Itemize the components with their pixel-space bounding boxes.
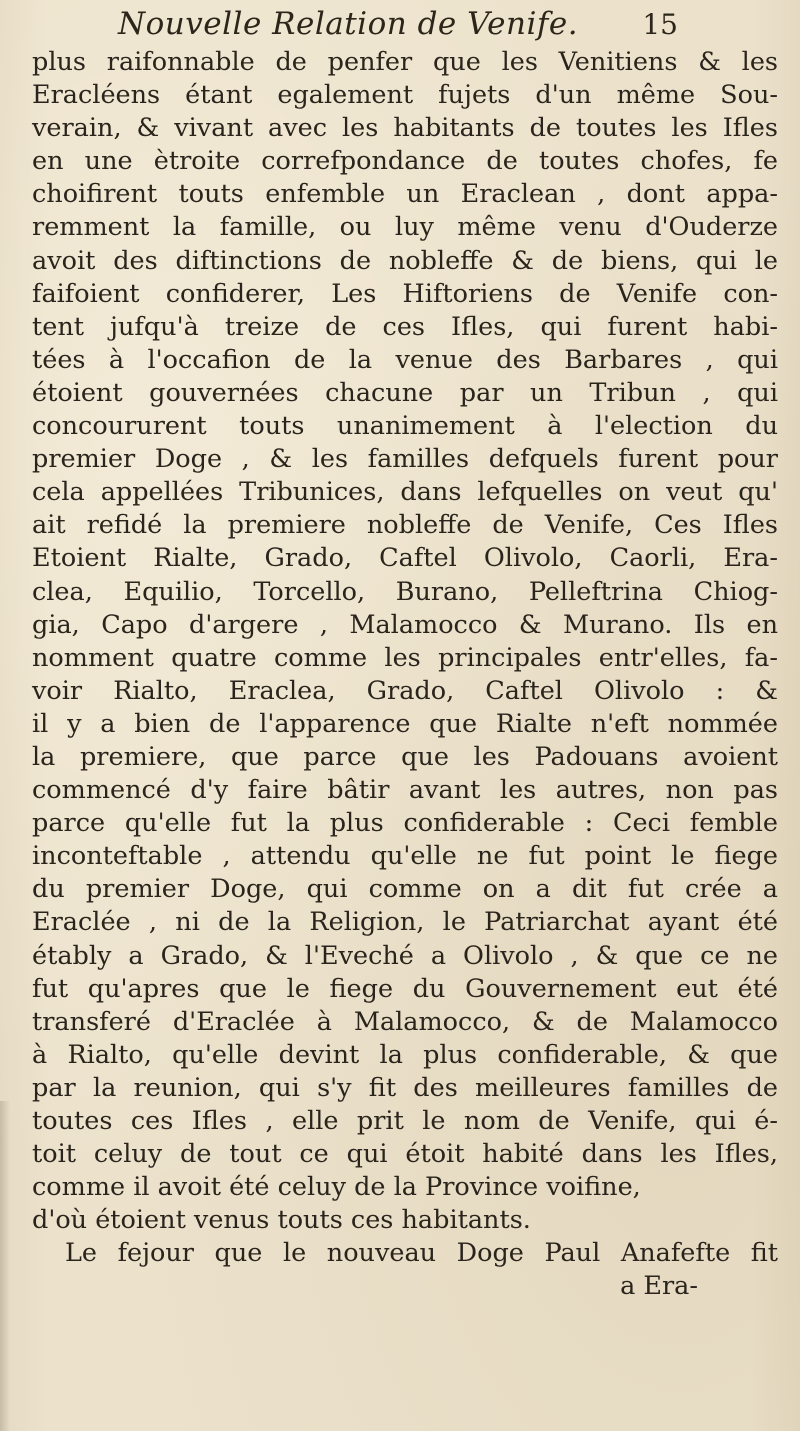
text-line: Eracléens étant egalement fujets d'un même Sou- xyxy=(32,80,778,111)
text-line: tent jufqu'à treize de ces Ifles, qui furent habi- xyxy=(32,311,778,342)
text-line: gia, Capo d'argere , Malamocco & Murano. Ils en xyxy=(32,609,778,640)
text-line: il y a bien de l'apparence que Rialte n'eft nommée xyxy=(32,708,778,739)
text-line: verain, & vivant avec les habitants de toutes les Ifles xyxy=(32,113,778,144)
text-line: plus raifonnable de penfer que les Venitiens & les xyxy=(32,47,778,77)
text-line: premier Doge , & les familles defquels furent pour xyxy=(32,444,778,475)
text-line: choifirent touts enfemble un Eraclean , dont appa- xyxy=(32,179,778,210)
body-text xyxy=(32,46,778,1304)
text-line: remment la famille, ou luy même venu d'Ouderze xyxy=(32,212,778,243)
text-line: nomment quatre comme les principales entr'elles, fa- xyxy=(32,642,778,673)
text-line: la premiere, que parce que les Padouans avoient xyxy=(32,741,778,772)
text-line: commencé d'y faire bâtir avant les autres, non pas xyxy=(32,775,778,806)
text-line: étoient gouvernées chacune par un Tribun , qui xyxy=(32,377,778,408)
text-line: clea, Equilio, Torcello, Burano, Pelleftrina Chiog- xyxy=(32,576,778,607)
text-line: voir Rialto, Eraclea, Grado, Caftel Olivolo : & xyxy=(32,675,778,706)
text-line: en une ètroite correfpondance de toutes chofes, fe xyxy=(32,146,778,177)
text-line: toutes ces Ifles , elle prit le nom de Venife, qui é- xyxy=(32,1106,778,1136)
text-line: concoururent touts unanimement à l'election du xyxy=(32,411,778,442)
text-line: avoit des diftinctions de nobleffe & de biens, qui le xyxy=(32,245,778,276)
page-edge-shadow xyxy=(0,1101,10,1431)
text-line: transferé d'Eraclée à Malamocco, & de Malamocco xyxy=(32,1006,778,1037)
text-line: fut qu'apres que le fiege du Gouvernement eut été xyxy=(32,973,778,1004)
text-line: d'où étoient venus touts ces habitants. xyxy=(32,1205,531,1236)
text-line: à Rialto, qu'elle devint la plus confiderable, & que xyxy=(32,1039,778,1070)
text-line: toit celuy de tout ce qui étoit habité dans les Ifles, xyxy=(32,1139,778,1170)
running-head xyxy=(118,6,678,46)
text-line: Etoient Rialte, Grado, Caftel Olivolo, Caorli, Era- xyxy=(32,543,778,574)
text-line: Eraclée , ni de la Religion, le Patriarchat ayant été xyxy=(32,907,778,938)
text-line: par la reunion, qui s'y fit des meilleures familles de xyxy=(32,1072,778,1103)
text-line: Le fejour que le nouveau Doge Paul Anafefte fit xyxy=(65,1238,778,1269)
page-number: 15 xyxy=(642,8,678,41)
text-line: cela appellées Tribunices, dans lefquelles on veut qu' xyxy=(32,477,778,508)
text-line: inconteftable , attendu qu'elle ne fut point le fiege xyxy=(32,841,778,872)
running-title: Nouvelle Relation de Venife. xyxy=(118,6,579,42)
text-line: comme il avoit été celuy de la Province voifine, xyxy=(32,1172,641,1203)
text-line: tées à l'occafion de la venue des Barbares , qui xyxy=(32,344,778,375)
text-line: faifoient confiderer, Les Hiftoriens de Venife con- xyxy=(32,278,778,309)
catchword: a Era- xyxy=(620,1271,698,1302)
text-line: ait refidé la premiere nobleffe de Venife, Ces Ifles xyxy=(32,510,778,541)
text-line: étably a Grado, & l'Eveché a Olivolo , & que ce ne xyxy=(32,940,778,971)
text-line: parce qu'elle fut la plus confiderable : Ceci femble xyxy=(32,808,778,839)
text-line: du premier Doge, qui comme on a dit fut crée a xyxy=(32,874,778,905)
